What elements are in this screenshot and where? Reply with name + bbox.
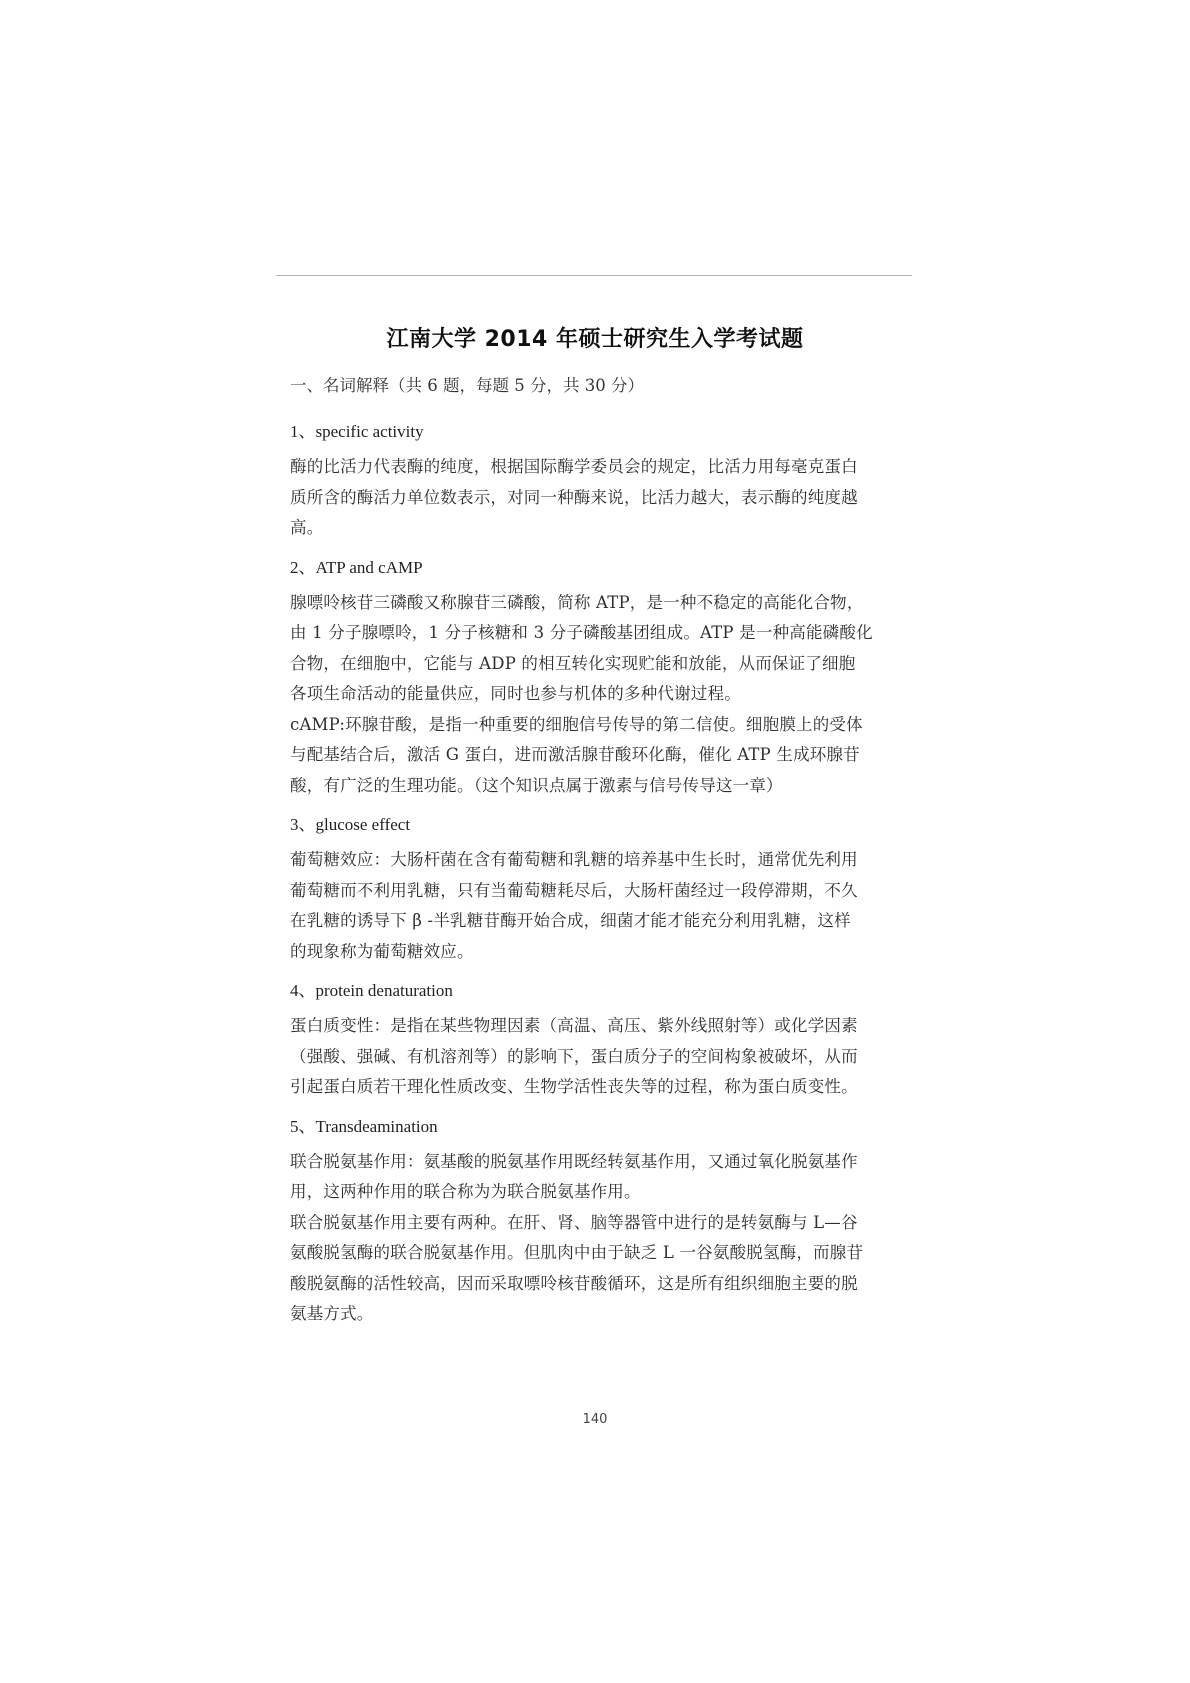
answer-line: 引起蛋白质若干理化性质改变、生物学活性丧失等的过程，称为蛋白质变性。: [290, 1077, 858, 1096]
answer-line: 由 1 分子腺嘌呤，1 分子核糖和 3 分子磷酸基团组成。ATP 是一种高能磷酸化: [290, 623, 873, 642]
question-5: [290, 1115, 912, 1330]
answer-line: 联合脱氨基作用：氨基酸的脱氨基作用既经转氨基作用，又通过氧化脱氨基作: [290, 1151, 858, 1171]
answer-line: 的现象称为葡萄糖效应。: [290, 941, 474, 961]
answer-line: 葡萄糖效应：大肠杆菌在含有葡萄糖和乳糖的培养基中生长时，通常优先利用: [290, 850, 858, 869]
answer-line: 蛋白质变性：是指在某些物理因素（高温、高压、紫外线照射等）或化学因素: [290, 1016, 858, 1035]
question-heading: 3、glucose effect: [290, 815, 411, 834]
header-rule: [276, 275, 912, 276]
question-heading: 4、protein denaturation: [290, 981, 453, 1000]
answer-line: 各项生命活动的能量供应，同时也参与机体的多种代谢过程。: [290, 684, 741, 703]
answer-line: 腺嘌呤核苷三磷酸又称腺苷三磷酸，简称 ATP，是一种不稳定的高能化合物，: [290, 592, 864, 612]
section-heading: 一、名词解释（共 6 题，每题 5 分，共 30 分）: [290, 376, 644, 395]
answer-line: 高。: [290, 518, 324, 537]
answer-line: 葡萄糖而不利用乳糖，只有当葡萄糖耗尽后，大肠杆菌经过一段停滞期，不久: [290, 880, 858, 900]
answer-line: （强酸、强碱、有机溶剂等）的影响下，蛋白质分子的空间构象被破坏，从而: [290, 1046, 858, 1066]
answer-line: 氨酸脱氢酶的联合脱氨基作用。但肌肉中由于缺乏 L 一谷氨酸脱氢酶，而腺苷: [290, 1243, 864, 1262]
page-title: 江南大学 2014 年硕士研究生入学考试题: [386, 327, 804, 352]
page-number: 140: [582, 1412, 608, 1427]
question-4: [290, 979, 912, 1103]
answer-line: 酶的比活力代表酶的纯度，根据国际酶学委员会的规定，比活力用每毫克蛋白: [290, 457, 858, 476]
answer-line: 在乳糖的诱导下 β -半乳糖苷酶开始合成，细菌才能才能充分利用乳糖，这样: [290, 911, 851, 930]
answer-line: 氨基方式。: [290, 1304, 374, 1323]
document-body: [290, 420, 912, 1342]
answer-line: cAMP:环腺苷酸，是指一种重要的细胞信号传导的第二信使。细胞膜上的受体: [290, 714, 863, 734]
answer-line: 合物，在细胞中，它能与 ADP 的相互转化实现贮能和放能，从而保证了细胞: [290, 653, 856, 673]
question-3: [290, 813, 912, 967]
answer-line: 联合脱氨基作用主要有两种。在肝、肾、脑等器管中进行的是转氨酶与 L—谷: [290, 1212, 858, 1232]
answer-line: 酸脱氨酶的活性较高，因而采取嘌呤核苷酸循环，这是所有组织细胞主要的脱: [290, 1273, 858, 1293]
question-heading: 2、ATP and cAMP: [290, 557, 423, 577]
question-heading: 1、specific activity: [290, 422, 424, 441]
question-1: [290, 420, 912, 544]
answer-line: 酸，有广泛的生理功能。（这个知识点属于激素与信号传导这一章）: [290, 775, 783, 795]
answer-line: 质所含的酶活力单位数表示，对同一种酶来说，比活力越大，表示酶的纯度越: [290, 487, 858, 507]
answer-line: 用，这两种作用的联合称为为联合脱氨基作用。: [290, 1182, 641, 1201]
answer-line: 与配基结合后，激活 G 蛋白，进而激活腺苷酸环化酶，催化 ATP 生成环腺苷: [290, 745, 860, 764]
question-2: [290, 556, 912, 802]
question-heading: 5、Transdeamination: [290, 1116, 438, 1136]
